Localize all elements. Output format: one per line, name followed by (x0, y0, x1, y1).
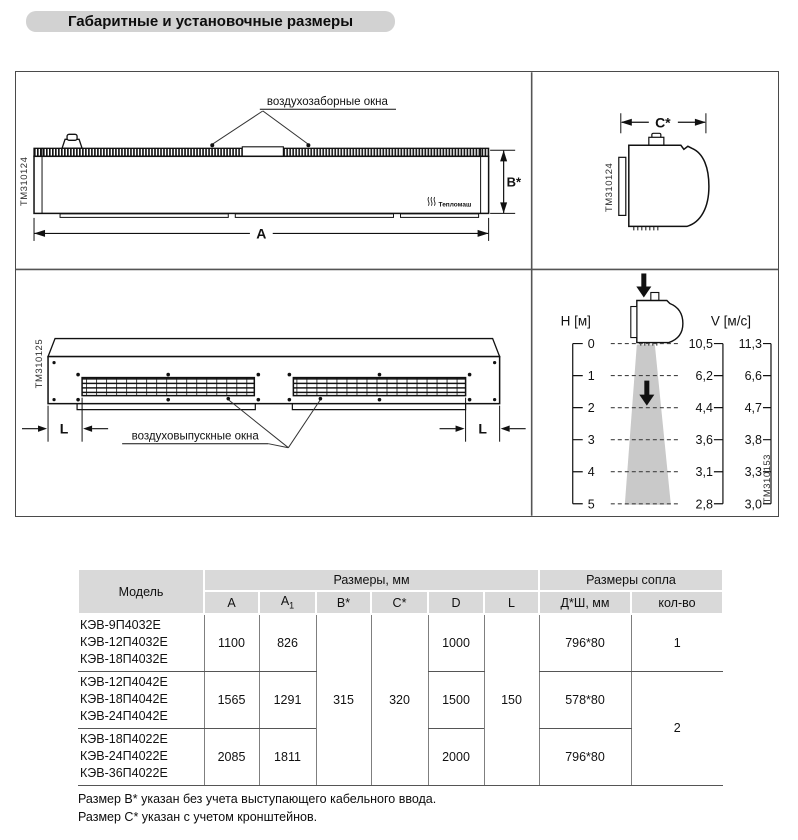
model-name: КЭВ-24П4022Е (80, 749, 168, 763)
value-a1: 1291 (259, 671, 316, 728)
h-value: 3 (587, 433, 595, 448)
value-nozzle: 578*80 (539, 671, 631, 728)
col-header-qty: кол-во (631, 591, 723, 614)
outlet-grille-right (293, 378, 465, 396)
h-value: 2 (587, 401, 595, 416)
model-cell (78, 614, 204, 671)
v2-scale-values (739, 337, 762, 511)
col-group-nozzle: Размеры сопла (539, 569, 723, 591)
h-scale-bracket (573, 344, 583, 504)
dimensions-table (77, 568, 724, 786)
model-name: КЭВ-36П4022Е (80, 766, 168, 780)
col-header-a: A (204, 591, 259, 614)
value-l-shared: 150 (484, 614, 539, 785)
page-title: Габаритные и установочные размеры (26, 11, 395, 32)
outlet-windows-label: воздуховыпускные окна (131, 430, 259, 443)
col-header-a1-base: A (280, 594, 290, 609)
value-d: 2000 (428, 728, 484, 785)
v1-value: 4,4 (695, 401, 713, 416)
unit-front-body (34, 156, 489, 213)
unit-top-face (48, 339, 500, 357)
col-header-a1-sub: 1 (289, 600, 295, 611)
dim-l-right-label: L (478, 420, 487, 437)
value-c-shared: 320 (371, 614, 428, 785)
dimension-c (621, 113, 706, 133)
dim-l-left-label: L (59, 420, 69, 437)
h-value: 0 (587, 337, 595, 352)
col-header-b: B* (316, 591, 371, 614)
table-row (78, 614, 723, 671)
model-name: КЭВ-18П4022Е (80, 732, 168, 746)
dim-a-label: A (256, 225, 267, 242)
dim-c-label: C* (655, 114, 671, 131)
value-d: 1500 (428, 671, 484, 728)
model-name: КЭВ-12П4032Е (80, 635, 168, 650)
model-name: КЭВ-12П4042Е (80, 675, 168, 689)
v2-value: 3,3 (744, 465, 762, 480)
model-cell (78, 671, 204, 728)
h-scale-values (588, 337, 595, 511)
bottom-view-drawing (22, 339, 526, 448)
col-header-d: D (428, 591, 484, 614)
h-axis-label: H [м] (560, 313, 591, 329)
drawings-panel (15, 71, 779, 517)
dim-b-label: B* (506, 174, 522, 190)
col-header-model: Модель (78, 569, 204, 614)
v1-value: 2,8 (695, 497, 713, 512)
unit-side-profile (619, 133, 709, 230)
value-a: 2085 (204, 728, 259, 785)
v1-scale-bracket (714, 344, 723, 504)
side-view-drawing (604, 113, 709, 230)
value-qty: 1 (631, 614, 723, 671)
v2-value: 4,7 (744, 401, 762, 416)
dimension-b (491, 150, 522, 213)
v1-scale-values (689, 337, 713, 511)
col-header-nozzle-size: Д*Ш, мм (539, 591, 631, 614)
mounting-flanges (77, 404, 466, 410)
v1-value: 6,2 (695, 369, 713, 384)
col-group-dimensions: Размеры, мм (204, 569, 539, 591)
front-view-drawing (19, 96, 522, 241)
value-d: 1000 (428, 614, 484, 671)
brand-text: Тепломаш (438, 201, 472, 209)
intake-leader-lines (212, 111, 308, 144)
v-axis-label: V [м/с] (710, 313, 751, 329)
value-qty: 2 (631, 671, 723, 785)
model-name: КЭВ-18П4042Е (80, 692, 168, 706)
footnote-b: Размер B* указан без учета выступающего кабельного ввода. (78, 792, 437, 806)
drawing-code-bottom: TM310125 (34, 338, 46, 389)
v2-value: 6,6 (744, 369, 762, 384)
cable-gland-icon (62, 134, 82, 148)
value-a: 1100 (204, 614, 259, 671)
v2-value: 3,0 (744, 497, 762, 512)
airflow-cone (625, 345, 671, 505)
value-nozzle: 796*80 (539, 728, 631, 785)
technical-drawings (16, 72, 778, 516)
airflow-arrow-top (636, 273, 651, 297)
h-value: 5 (587, 497, 595, 512)
col-header-a1 (259, 591, 316, 614)
value-a1: 826 (259, 614, 316, 671)
value-a1: 1811 (259, 728, 316, 785)
dimension-a (34, 218, 489, 241)
airflow-unit-icon (631, 292, 683, 345)
value-b-shared: 315 (316, 614, 371, 785)
intake-windows-label: воздухозаборные окна (266, 96, 388, 109)
model-name: КЭВ-18П4032Е (80, 652, 168, 667)
model-name: КЭВ-9П4032Е (80, 618, 161, 633)
v2-value: 3,8 (744, 433, 762, 448)
model-name: КЭВ-24П4042Е (80, 709, 168, 723)
grille-center-plate (242, 147, 283, 157)
col-header-c: C* (371, 591, 428, 614)
v1-value: 10,5 (688, 337, 713, 352)
col-header-l: L (484, 591, 539, 614)
value-nozzle: 796*80 (539, 614, 631, 671)
v1-value: 3,6 (695, 433, 713, 448)
model-cell (78, 728, 204, 785)
h-value: 1 (587, 369, 595, 384)
v2-value: 11,3 (738, 337, 762, 352)
drawing-code-side: TM310124 (603, 162, 615, 213)
v1-value: 3,1 (695, 465, 713, 480)
footnote-c: Размер C* указан с учетом кронштейнов. (78, 809, 318, 824)
value-a: 1565 (204, 671, 259, 728)
h-value: 4 (587, 465, 595, 480)
outlet-grille-left (82, 378, 254, 396)
footnotes (78, 791, 436, 826)
airflow-diagram (561, 273, 773, 511)
drawing-code-airflow: TM310153 (761, 454, 773, 504)
drawing-code-front: TM310124 (19, 156, 31, 207)
